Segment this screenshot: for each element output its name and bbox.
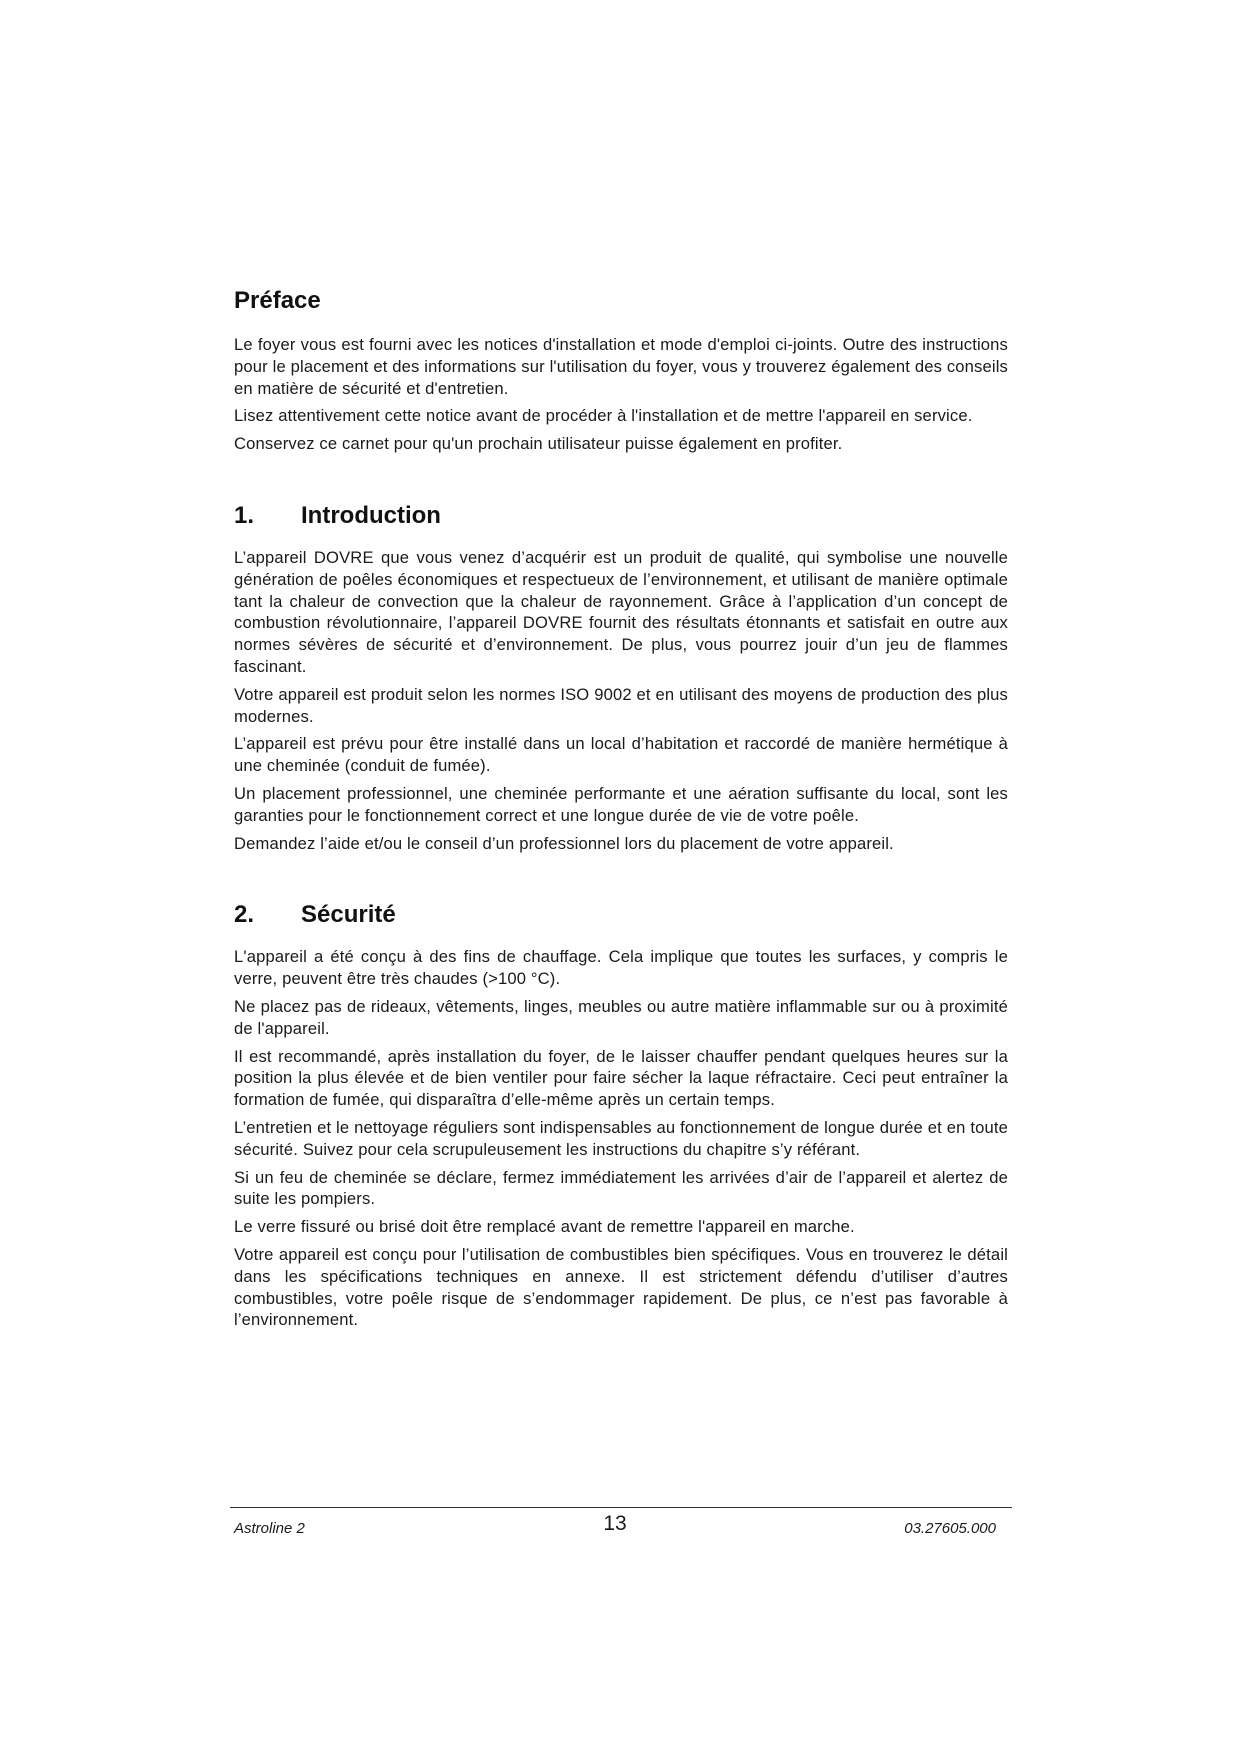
- securite-paragraph: Il est recommandé, après installation du foyer, de le laisser chauffer pendant quelques heures sur la position la plus élevée et de bien ventiler pour faire sécher la laque réfractaire. Ceci peut entraîner la formation de fumée, qui disparaîtra d’elle-même après un certain temps.: [234, 1046, 1008, 1110]
- securite-paragraph: Votre appareil est conçu pour l’utilisation de combustibles bien spécifiques. Vous en trouverez le détail dans les spécifications techniques en annexe. Il est strictement défendu d’utiliser d’autres combustibles, votre poêle risque de s’endommager rapidement. De plus, ce n’est pas favorable à l’environnement.: [234, 1244, 1008, 1330]
- introduction-paragraph: L’appareil DOVRE que vous venez d’acquérir est un produit de qualité, qui symbolise une nouvelle génération de poêles économiques et respectueux de l’environnement, et utilisant de manière optimale tant la chaleur de convection que la chaleur de rayonnement. Grâce à l’application d’un concept de combustion révolutionnaire, l’appareil DOVRE fournit des résultats étonnants et satisfait en outre aux normes sévères de sécurité et d’environnement. De plus, vous pourrez jouir d’un jeu de flammes fascinant.: [234, 547, 1008, 676]
- preface-paragraph: Lisez attentivement cette notice avant de procéder à l'installation et de mettre l'appareil en service.: [234, 406, 973, 426]
- introduction-section: [234, 501, 1008, 854]
- section-title: Introduction: [301, 501, 441, 529]
- preface-section: [234, 286, 1008, 455]
- securite-paragraph: Ne placez pas de rideaux, vêtements, linges, meubles ou autre matière inflammable sur ou à proximité de l'appareil.: [234, 996, 1008, 1038]
- preface-paragraph: Conservez ce carnet pour qu'un prochain utilisateur puisse également en profiter.: [234, 434, 843, 454]
- footer-product-name: Astroline 2: [234, 1520, 305, 1537]
- introduction-paragraph: Votre appareil est produit selon les normes ISO 9002 et en utilisant des moyens de production des plus modernes.: [234, 684, 1008, 726]
- securite-paragraph: Le verre fissuré ou brisé doit être remplacé avant de remettre l'appareil en marche.: [234, 1217, 855, 1237]
- introduction-heading: [234, 501, 1008, 531]
- section-number: 2.: [234, 901, 255, 929]
- footer-reference: 03.27605.000: [904, 1520, 996, 1537]
- page-number: 13: [603, 1512, 627, 1535]
- introduction-paragraph: Un placement professionnel, une cheminée performante et une aération suffisante du local, sont les garanties pour le fonctionnement correct et une longue durée de vie de votre poêle.: [234, 783, 1008, 825]
- securite-paragraph: L'appareil a été conçu à des fins de chauffage. Cela implique que toutes les surfaces, y compris le verre, peuvent être très chaudes (>100 °C).: [234, 947, 1008, 989]
- footer-divider: [230, 1507, 1012, 1508]
- page-footer: [234, 1512, 996, 1540]
- securite-section: [234, 900, 1008, 1331]
- securite-paragraph: Si un feu de cheminée se déclare, fermez immédiatement les arrivées d’air de l’appareil et alertez de suite les pompiers.: [234, 1167, 1008, 1209]
- introduction-paragraph: Demandez l’aide et/ou le conseil d’un professionnel lors du placement de votre appareil.: [234, 833, 894, 853]
- section-number: 1.: [234, 501, 255, 529]
- page-content: [234, 286, 1008, 1371]
- securite-paragraph: L’entretien et le nettoyage réguliers sont indispensables au fonctionnement de longue durée et en toute sécurité. Suivez pour cela scrupuleusement les instructions du chapitre s’y référant.: [234, 1117, 1008, 1159]
- preface-paragraph: Le foyer vous est fourni avec les notices d'installation et mode d'emploi ci-joints. Outre des instructions pour le placement et des informations sur l'utilisation du foyer, vous y trouverez également des conseils en matière de sécurité et d'entretien.: [234, 335, 1008, 398]
- section-title: Sécurité: [301, 901, 396, 929]
- preface-heading: Préface: [234, 287, 321, 314]
- introduction-paragraph: L’appareil est prévu pour être installé dans un local d’habitation et raccordé de manière hermétique à une cheminée (conduit de fumée).: [234, 734, 1008, 776]
- securite-heading: [234, 900, 1008, 930]
